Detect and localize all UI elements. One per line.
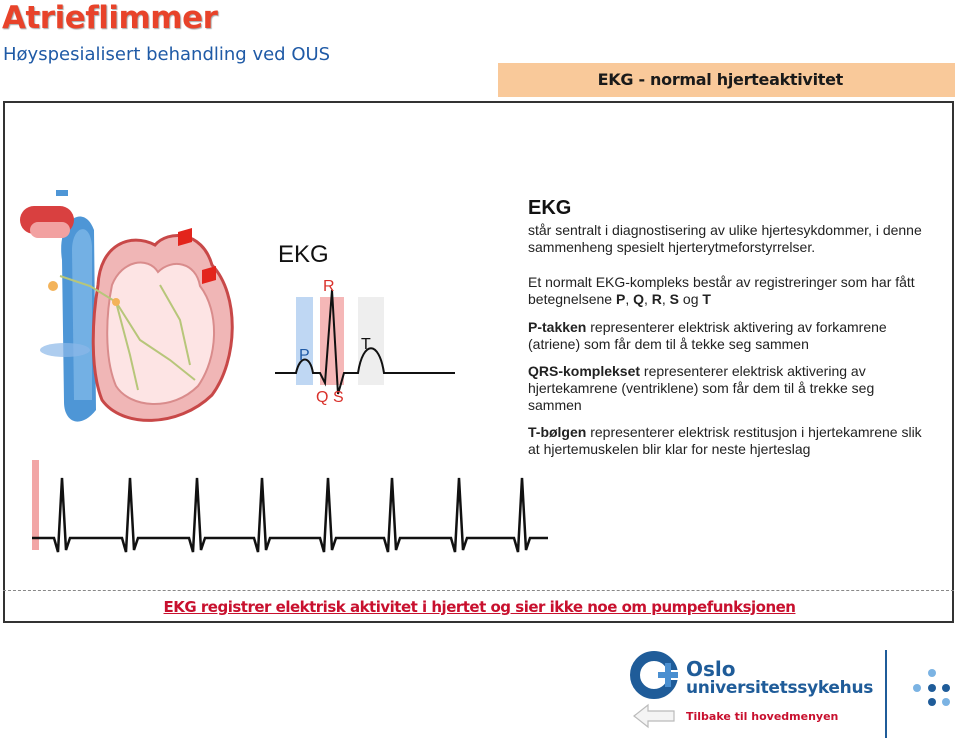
frame-divider bbox=[3, 590, 954, 591]
p-wave-label: P bbox=[299, 347, 310, 364]
section-banner bbox=[498, 63, 955, 97]
complex-label-r: R bbox=[651, 291, 662, 307]
t-wave-description bbox=[528, 424, 928, 458]
t-wave-term: T-bølgen bbox=[528, 424, 587, 440]
q-wave-label: Q bbox=[316, 389, 329, 406]
s-wave-label: S bbox=[333, 389, 344, 406]
logo-divider bbox=[885, 650, 887, 738]
strip-marker bbox=[32, 460, 39, 550]
qrs-band bbox=[320, 297, 344, 385]
ekg-complex-diagram bbox=[275, 241, 455, 406]
complex-label-s: S bbox=[669, 291, 680, 307]
complex-label-t: T bbox=[702, 291, 711, 307]
intro-text: står sentralt i diagnostisering av ulike hjertesykdommer, i denne sammenheng spesielt hjerterytmeforstyrrelser. bbox=[528, 222, 922, 255]
page-subtitle: Høyspesialisert behandling ved OUS bbox=[3, 44, 331, 65]
back-arrow-icon[interactable] bbox=[632, 703, 676, 729]
footer-note bbox=[0, 598, 959, 616]
back-to-main-menu-link[interactable]: Tilbake til hovedmenyen bbox=[686, 710, 839, 723]
p-wave-text: representerer elektrisk aktivering av forkamrene (atriene) som får dem til å tekke seg sammen bbox=[528, 319, 887, 352]
page-title: Atrieflimmer bbox=[2, 0, 218, 36]
footer-note-text: EKG registrer elektrisk aktivitet i hjertet og sier ikke noe om pumpefunksjonen bbox=[163, 598, 796, 616]
content-heading: EKG bbox=[528, 197, 572, 219]
p-wave-band bbox=[296, 297, 313, 385]
t-wave-label: T bbox=[361, 336, 371, 353]
heart-illustration bbox=[20, 190, 232, 422]
complex-prefix: Et normalt EKG-kompleks består av registreringer som har fått betegnelsene bbox=[528, 274, 915, 307]
section-banner-label: EKG - normal hjerteaktivitet bbox=[597, 70, 843, 89]
ecg-rhythm-strip bbox=[26, 460, 551, 572]
qrs-text: representerer elektrisk aktivering av hjertekamrene (ventriklene) som får dem til å trekke seg sammen bbox=[528, 363, 875, 413]
ous-logo-text bbox=[686, 657, 874, 698]
qrs-description bbox=[528, 363, 928, 414]
ecg-strip-trace bbox=[32, 478, 548, 552]
diagram-heading: EKG bbox=[278, 241, 329, 268]
complex-label-p: P bbox=[615, 291, 626, 307]
complex-text: Et normalt EKG-kompleks består av registreringer som har fått betegnelsene P, Q, R, S og T bbox=[528, 274, 915, 307]
ous-logo-icon bbox=[630, 650, 680, 700]
ous-logo-line2: universitetssykehus bbox=[686, 678, 874, 698]
p-wave-description bbox=[528, 319, 928, 353]
complex-label-q: Q bbox=[633, 291, 644, 307]
heart-ekg-diagram bbox=[20, 190, 490, 452]
p-wave-term: P-takken bbox=[528, 319, 587, 335]
ous-logo-line1: Oslo bbox=[686, 657, 736, 681]
t-wave-text: representerer elektrisk restitusjon i hjertekamrene slik at hjertemuskelen blir klar for neste hjerteslag bbox=[528, 424, 922, 457]
qrs-term: QRS-komplekset bbox=[528, 363, 641, 379]
ous-dots-icon bbox=[912, 668, 952, 708]
r-wave-label: R bbox=[323, 278, 335, 295]
